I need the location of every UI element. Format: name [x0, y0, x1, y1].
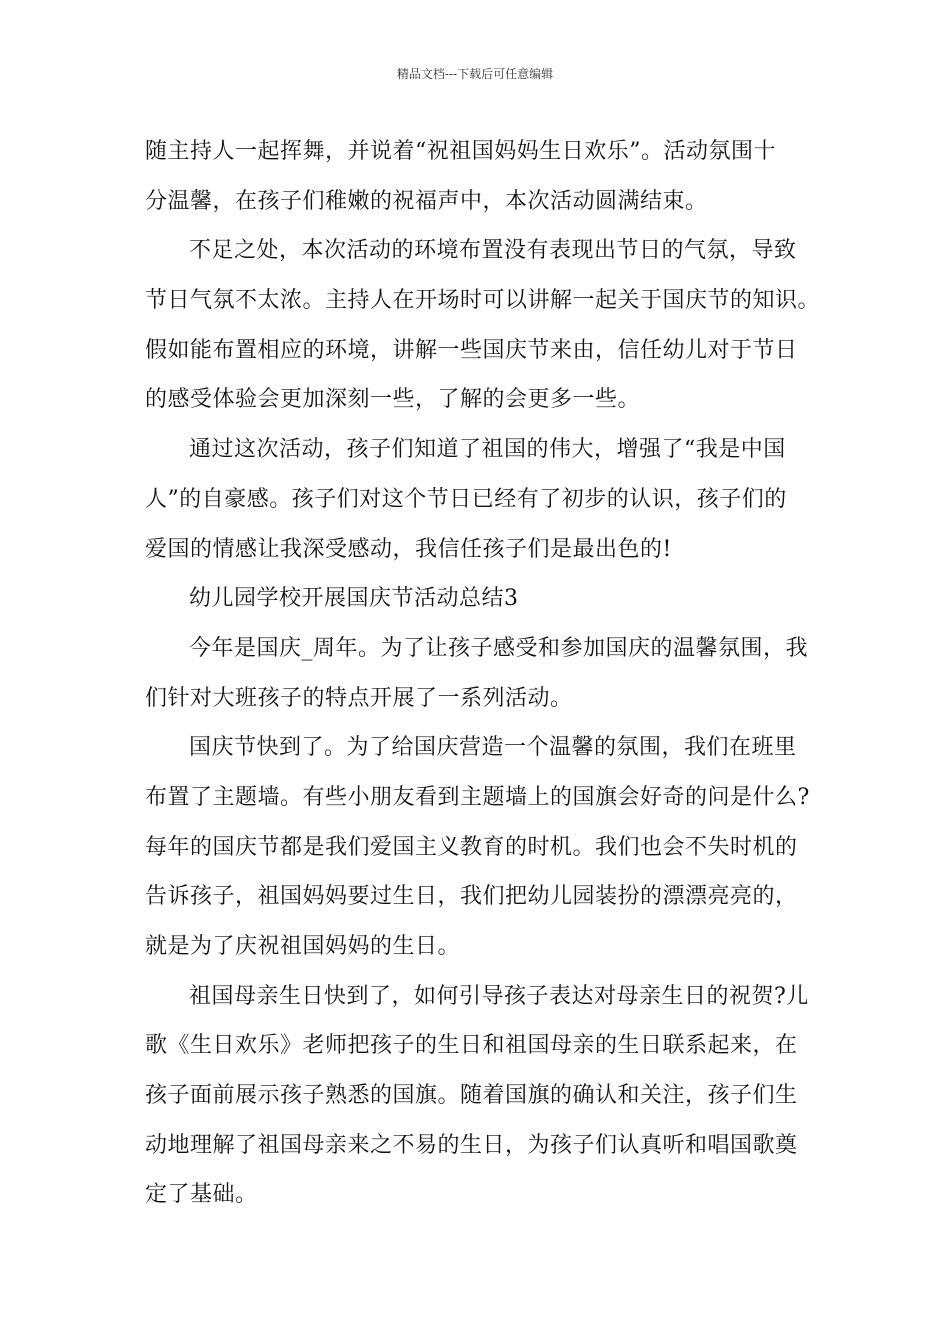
text-line: 节日气氛不太浓。主持人在开场时可以讲解一起关于国庆节的知识。: [145, 288, 821, 314]
paragraph-start-line: 通过这次活动，孩子们知道了祖国的伟大，增强了“我是中国: [189, 437, 786, 463]
text-line: 定了基础。: [145, 1182, 258, 1208]
text-line: 分温馨，在孩子们稚嫩的祝福声中，本次活动圆满结束。: [145, 188, 708, 214]
text-line: 就是为了庆祝祖国妈妈的生日。: [145, 934, 461, 959]
text-line: 爱国的情感让我深受感动，我信任孩子们是最出色的!: [145, 536, 672, 562]
text-line: 歌《生日欢乐》老师把孩子的生日和祖国母亲的生日联系起来，在: [145, 1033, 798, 1059]
text-line: 每年的国庆节都是我们爱国主义教育的时机。我们也会不失时机的: [145, 834, 798, 860]
text-line: 动地理解了祖国母亲来之不易的生日，为孩子们认真听和唱国歌奠: [145, 1132, 798, 1158]
text-line: 告诉孩子，祖国妈妈要过生日，我们把幼儿园装扮的漂漂亮亮的，: [145, 884, 798, 910]
section-title: 幼儿园学校开展国庆节活动总结3: [189, 586, 519, 612]
paragraph-start-line: 不足之处，本次活动的环境布置没有表现出节日的气氛，导致: [189, 238, 797, 264]
paragraph-start-line: 今年是国庆_周年。为了让孩子感受和参加国庆的温馨氛围，我: [189, 635, 809, 661]
document-body: [145, 127, 821, 1220]
paragraph-start-line: 祖国母亲生日快到了，如何引导孩子表达对母亲生日的祝贺?儿: [189, 983, 809, 1009]
text-line: 孩子面前展示孩子熟悉的国旗。随着国旗的确认和关注，孩子们生: [145, 1083, 798, 1109]
text-line: 随主持人一起挥舞，并说着“祝祖国妈妈生日欢乐”。活动氛围十: [145, 139, 776, 164]
text-line: 人”的自豪感。孩子们对这个节日已经有了初步的认识，孩子们的: [145, 486, 787, 512]
page-header: 精品文档---下载后可任意编辑: [396, 67, 554, 81]
text-line: 假如能布置相应的环境，讲解一些国庆节来由，信任幼儿对于节日: [145, 337, 798, 363]
text-line: 的感受体验会更加深刻一些，了解的会更多一些。: [145, 387, 641, 413]
text-line: 布置了主题墙。有些小朋友看到主题墙上的国旗会好奇的问是什么?: [145, 784, 810, 810]
paragraph-start-line: 国庆节快到了。为了给国庆营造一个温馨的氛围，我们在班里: [189, 735, 797, 761]
text-line: 们针对大班孩子的特点开展了一系列活动。: [145, 685, 573, 711]
